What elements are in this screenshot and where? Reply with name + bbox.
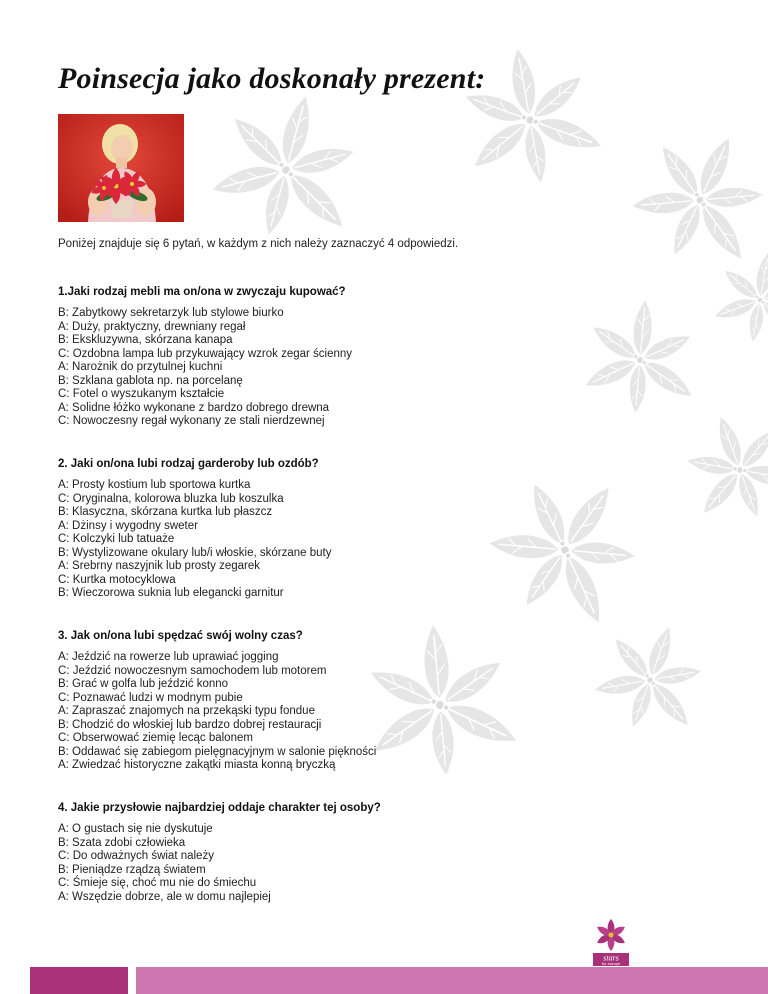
answer-option: A: Zapraszać znajomych na przekąski typu fondue bbox=[58, 705, 315, 717]
question-title: 4. Jakie przysłowie najbardziej oddaje charakter tej osoby? bbox=[58, 802, 381, 814]
question-title: 2. Jaki on/ona lubi rodzaj garderoby lub ozdób? bbox=[58, 458, 319, 470]
answer-option: A: O gustach się nie dyskutuje bbox=[58, 823, 213, 835]
answer-option: C: Ozdobna lampa lub przykuwający wzrok zegar ścienny bbox=[58, 347, 353, 360]
answer-option: C: Do odważnych świat należy bbox=[58, 850, 214, 862]
answer-option: A: Duży, praktyczny, drewniany regał bbox=[58, 320, 246, 333]
question-1 bbox=[58, 286, 538, 429]
answer-option: A: Jeździć na rowerze lub uprawiać jogging bbox=[58, 651, 279, 663]
answer-option: B: Ekskluzywna, skórzana kanapa bbox=[58, 334, 233, 346]
answer-option: B: Wystylizowane okulary lub/i włoskie, skórzane buty bbox=[58, 546, 332, 559]
answer-list bbox=[58, 479, 538, 601]
answer-option: A: Zwiedzać historyczne zakątki miasta konną bryczką bbox=[58, 759, 336, 771]
woman-with-poinsettia-photo bbox=[58, 114, 184, 222]
answer-option: B: Grać w golfa lub jeździć konno bbox=[58, 678, 229, 690]
answer-option: B: Szklana gablota np. na porcelanę bbox=[58, 374, 243, 387]
answer-option: A: Wszędzie dobrze, ale w domu najlepiej bbox=[58, 890, 271, 903]
answer-option: A: Solidne łóżko wykonane z bardzo dobrego drewna bbox=[58, 401, 330, 414]
question-title: 3. Jak on/ona lubi spędzać swój wolny czas? bbox=[58, 630, 303, 642]
answer-option: B: Oddawać się zabiegom pielęgnacyjnym w salonie piękności bbox=[58, 745, 377, 758]
question-4 bbox=[58, 802, 538, 904]
answer-option: C: Fotel o wyszukanym kształcie bbox=[58, 388, 225, 400]
page-title: Poinsecja jako doskonały prezent: bbox=[58, 62, 486, 95]
answer-option: C: Kolczyki lub tatuaże bbox=[58, 533, 175, 545]
question-title: 1.Jaki rodzaj mebli ma on/ona w zwyczaju kupować? bbox=[58, 286, 346, 298]
logo-text-top: stars bbox=[603, 953, 619, 963]
footer-bar-right bbox=[136, 967, 768, 994]
answer-option: C: Oryginalna, kolorowa bluzka lub koszulka bbox=[58, 492, 284, 505]
answer-list bbox=[58, 651, 538, 773]
answer-option: B: Chodzić do włoskiej lub bardzo dobrej restauracji bbox=[58, 718, 322, 731]
stars-for-europe-logo bbox=[585, 915, 637, 967]
answer-option: B: Zabytkowy sekretarzyk lub stylowe biurko bbox=[58, 307, 284, 319]
answer-list bbox=[58, 307, 538, 429]
answer-option: C: Nowoczesny regał wykonany ze stali nierdzewnej bbox=[58, 415, 325, 427]
answer-option: C: Śmieje się, choć mu nie do śmiechu bbox=[58, 877, 257, 889]
answer-option: A: Dżinsy i wygodny sweter bbox=[58, 519, 198, 532]
answer-option: C: Jeździć nowoczesnym samochodem lub motorem bbox=[58, 664, 327, 677]
footer-bar-left bbox=[30, 967, 128, 994]
logo-text-bottom: for europe bbox=[601, 961, 621, 966]
answer-option: A: Prosty kostium lub sportowa kurtka bbox=[58, 479, 251, 491]
question-2 bbox=[58, 458, 538, 601]
answer-option: C: Poznawać ludzi w modnym pubie bbox=[58, 691, 243, 704]
answer-option: A: Narożnik do przytulnej kuchni bbox=[58, 361, 223, 373]
intro-text: Poniżej znajduje się 6 pytań, w każdym z nich należy zaznaczyć 4 odpowiedzi. bbox=[58, 238, 459, 250]
answer-option: B: Wieczorowa suknia lub elegancki garnitur bbox=[58, 587, 284, 599]
question-3 bbox=[58, 630, 538, 773]
answer-option: A: Srebrny naszyjnik lub prosty zegarek bbox=[58, 560, 260, 572]
answer-list bbox=[58, 823, 538, 904]
answer-option: C: Kurtka motocyklowa bbox=[58, 573, 176, 586]
answer-option: B: Klasyczna, skórzana kurtka lub płaszcz bbox=[58, 506, 273, 518]
answer-option: B: Pieniądze rządzą światem bbox=[58, 863, 206, 876]
answer-option: C: Obserwować ziemię lecąc balonem bbox=[58, 732, 253, 744]
answer-option: B: Szata zdobi człowieka bbox=[58, 836, 186, 849]
